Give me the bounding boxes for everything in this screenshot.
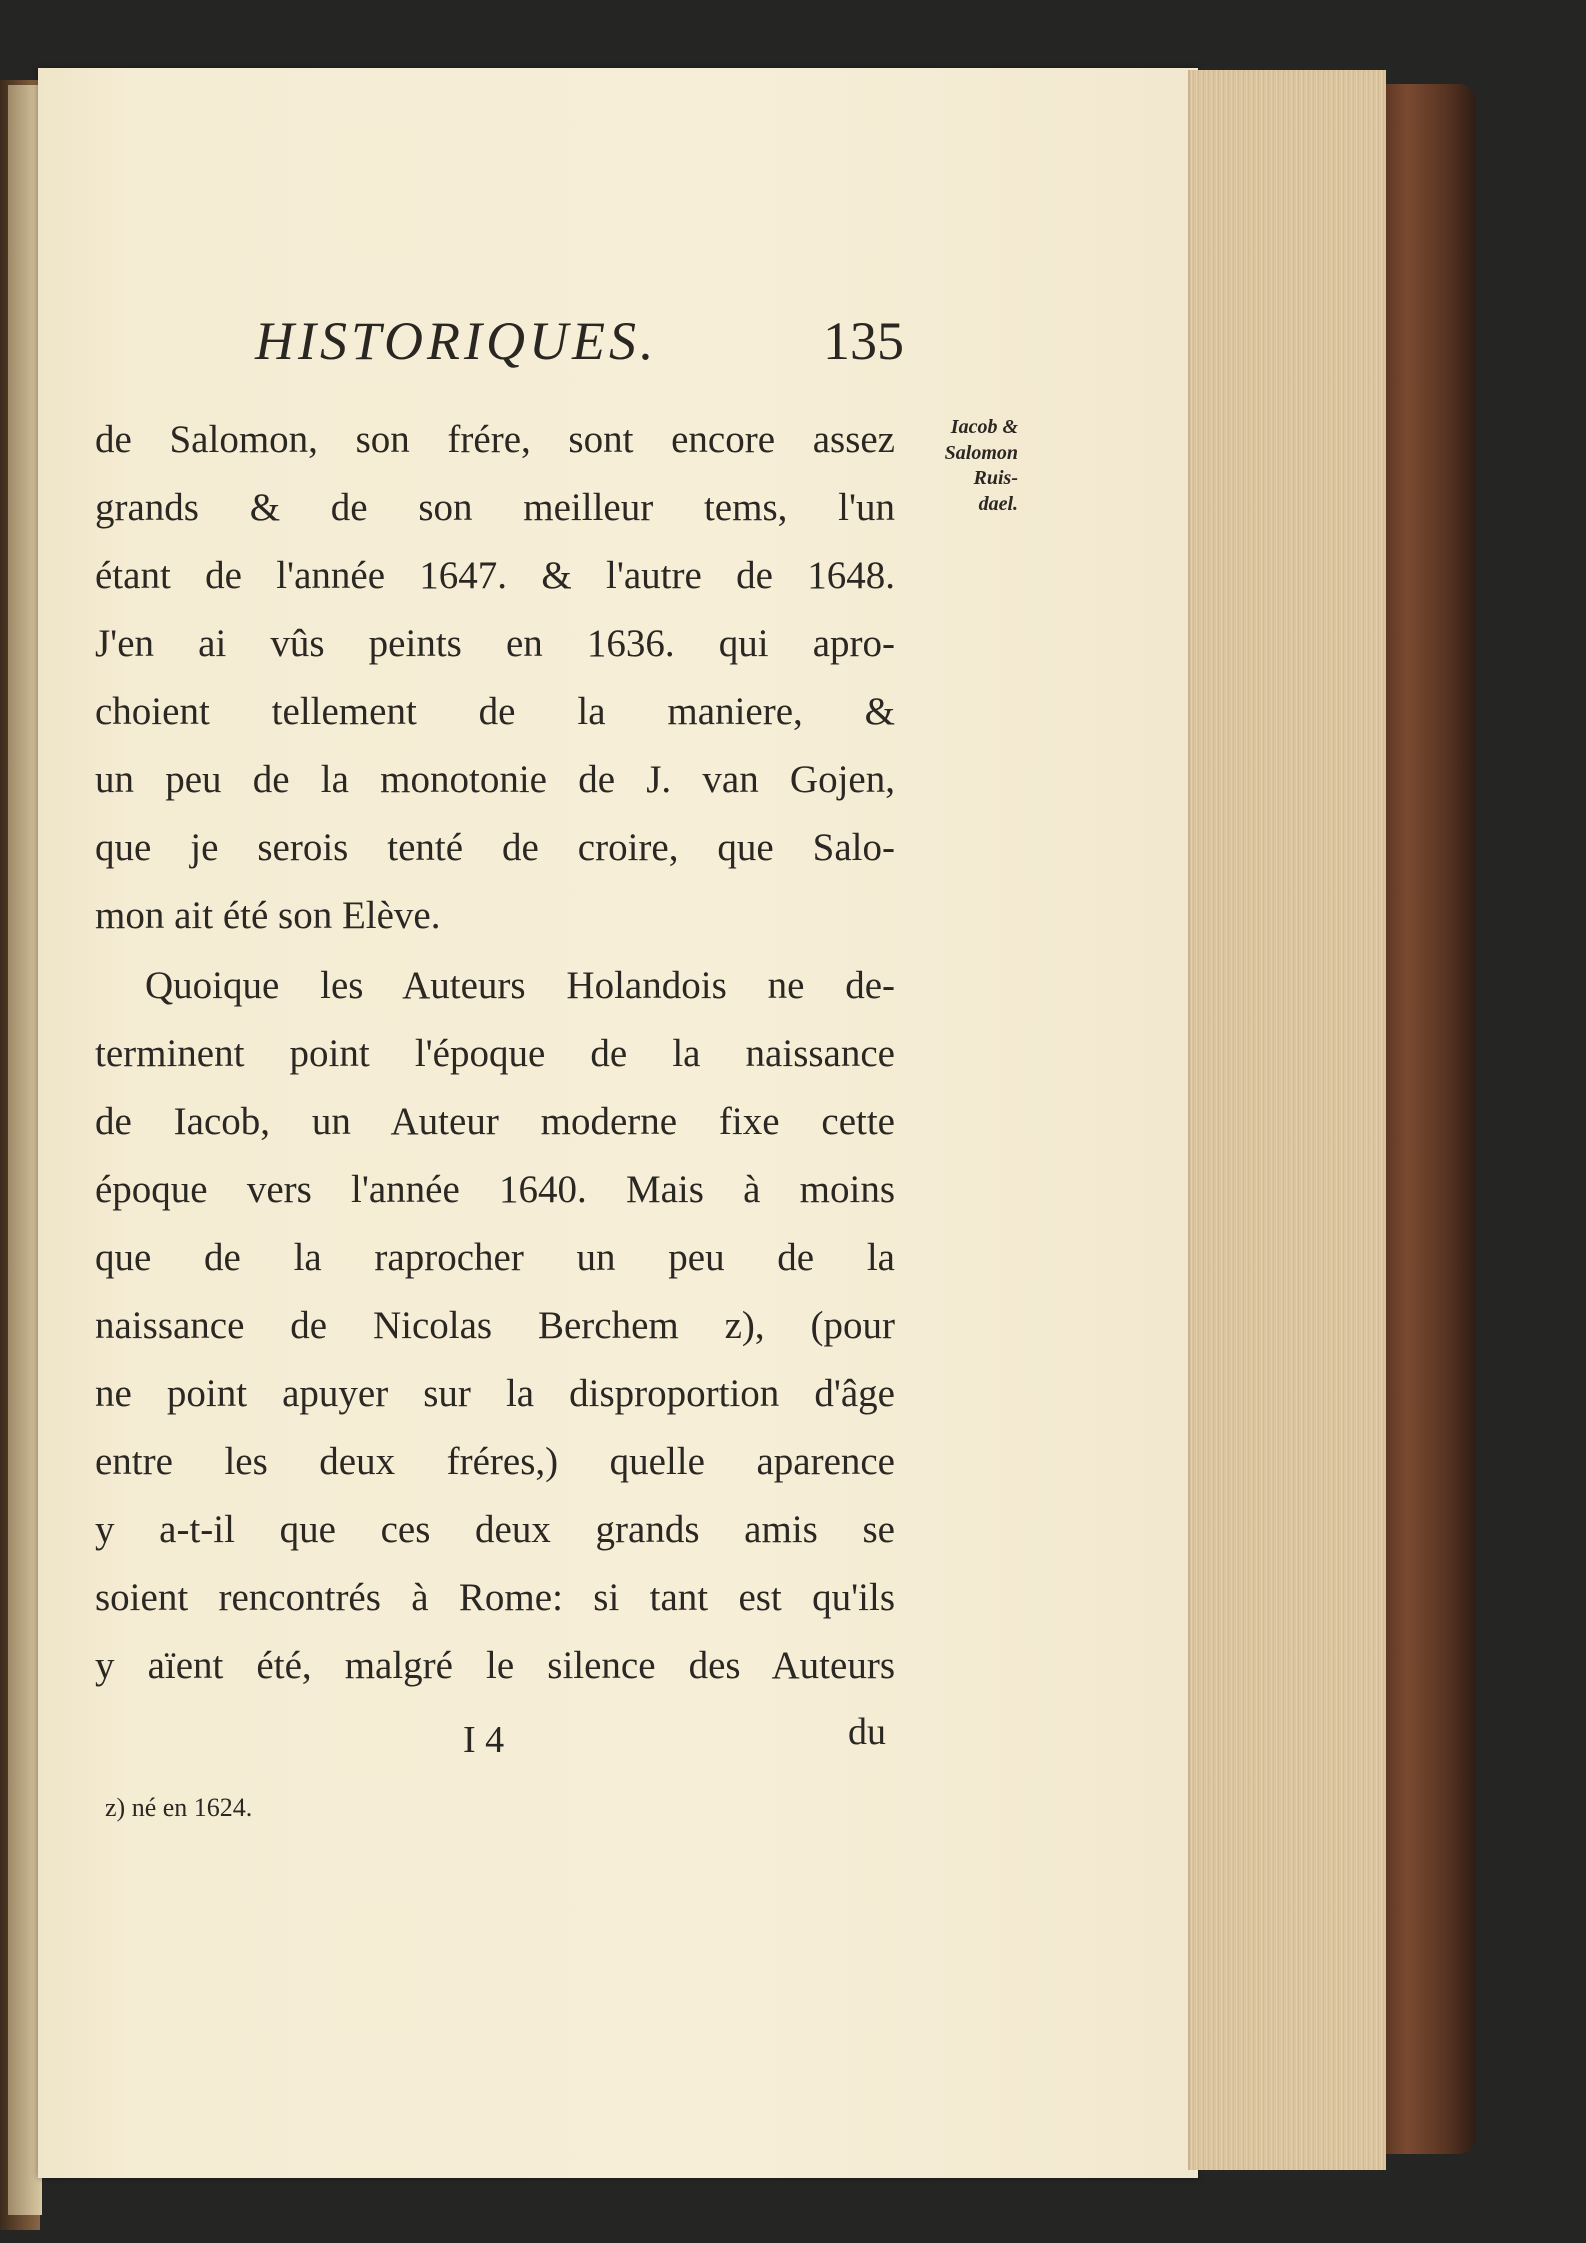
marginal-note-line: Ruis- xyxy=(973,467,1018,490)
running-head xyxy=(245,305,905,375)
text-line: soient rencontrés à Rome: si tant est qu'ils xyxy=(95,1576,895,1619)
text-line: grands & de son meilleur tems, l'un xyxy=(95,486,895,529)
text-line: naissance de Nicolas Berchem z), (pour xyxy=(95,1304,895,1347)
text-line: choient tellement de la maniere, & xyxy=(95,690,895,733)
adjacent-page-edge xyxy=(8,85,42,2215)
catchword: du xyxy=(848,1711,886,1753)
text-line: un peu de la monotonie de J. van Gojen, xyxy=(95,758,895,801)
text-line: époque vers l'année 1640. Mais à moins xyxy=(95,1168,895,1211)
text-line: y aïent été, malgré le silence des Auteurs xyxy=(95,1644,895,1687)
text-line: étant de l'année 1647. & l'autre de 1648. xyxy=(95,554,895,597)
marginal-note-line: Salomon xyxy=(944,441,1018,464)
marginal-note-line: Iacob & xyxy=(950,416,1018,438)
text-line: ne point apuyer sur la disproportion d'âge xyxy=(95,1372,895,1415)
page-block-edges xyxy=(1188,70,1386,2170)
text-line: Quoique les Auteurs Holandois ne de- xyxy=(145,964,895,1007)
text-line: de Salomon, son frére, sont encore assez xyxy=(95,418,895,461)
marginal-note xyxy=(888,415,1018,517)
text-line: que je serois tenté de croire, que Salo- xyxy=(95,826,895,869)
text-line: J'en ai vûs peints en 1636. qui apro- xyxy=(95,622,895,665)
signature-mark: I 4 xyxy=(463,1719,505,1761)
text-line: y a-t-il que ces deux grands amis se xyxy=(95,1508,895,1551)
text-line: terminent point l'époque de la naissance xyxy=(95,1032,895,1075)
marginal-note-line: dael. xyxy=(978,492,1018,515)
text-line: entre les deux fréres,) quelle aparence xyxy=(95,1440,895,1483)
text-line: de Iacob, un Auteur moderne fixe cette xyxy=(95,1100,895,1143)
text-line: que de la raprocher un peu de la xyxy=(95,1236,895,1279)
running-title: HISTORIQUES. xyxy=(255,311,658,371)
text-line: mon ait été son Elève. xyxy=(95,894,441,937)
page-number: 135 xyxy=(823,311,904,371)
footnote: z) né en 1624. xyxy=(105,1793,253,1822)
